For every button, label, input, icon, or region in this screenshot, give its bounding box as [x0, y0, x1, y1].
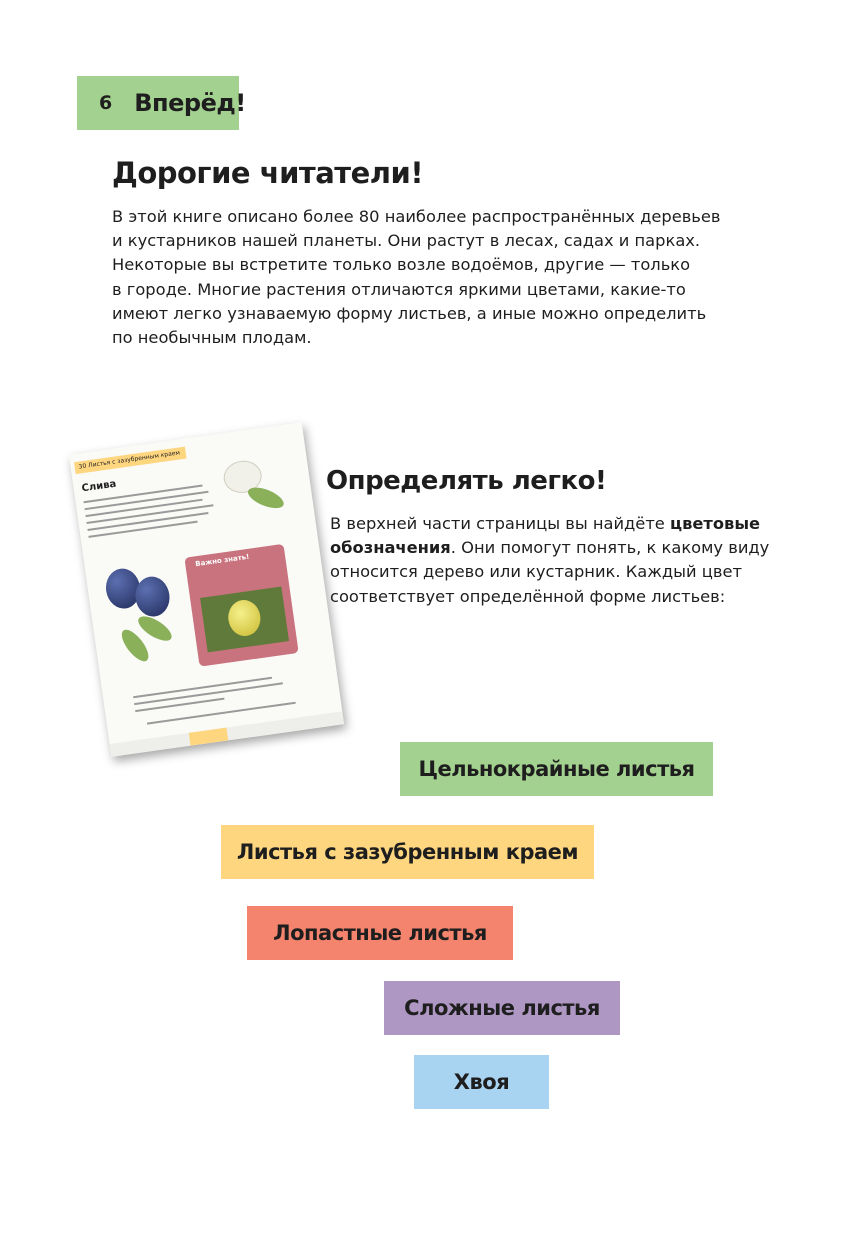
info-box-title: Важно знать!: [194, 552, 250, 569]
intro-text: В этой книге описано более 80 наиболее распространённых деревьев и кустарников нашей планеты. Они растут в лесах, садах и парках. Некоторые вы встретите только возле водоёмов, другие — только в городе. Многие растения отличаются яркими цветами, какие-то имеют легко узнаваемую форму листьев, а иные можно определить по необычным плодам.: [112, 207, 721, 348]
leaf-type-entire: Цельнокрайные листья: [400, 742, 713, 796]
page-header-tab: [77, 76, 246, 130]
howto-title: Определять легко!: [326, 466, 607, 496]
howto-text-before: В верхней части страницы вы найдёте: [330, 514, 670, 533]
section-title: Вперёд!: [134, 89, 246, 117]
howto-text-bold: цветовые обозначения: [330, 514, 761, 558]
howto-text: [330, 512, 770, 609]
sample-page: [69, 422, 344, 757]
sample-page-title: Слива: [81, 478, 117, 495]
leaf-type-compound: Сложные листья: [384, 981, 620, 1035]
sample-page-footer-highlight: [189, 728, 228, 746]
leaf-type-lobed: Лопастные листья: [247, 906, 513, 960]
leaf-type-serrated: Листья с зазубренным краем: [221, 825, 594, 879]
sample-page-illustration: [78, 421, 328, 761]
sample-page-tab: 30 Листья с зазубренным краем: [74, 447, 187, 474]
leaf-illustration: [245, 483, 286, 512]
howto-text-after: . Они помогут понять, к какому виду относится дерево или кустарник. Каждый цвет соответствует определённой форме листьев:: [330, 538, 770, 606]
text-line: [135, 698, 224, 713]
page-number: 6: [99, 92, 113, 114]
leaf-type-needles: Хвоя: [414, 1055, 549, 1109]
intro-title: Дорогие читатели!: [112, 156, 424, 190]
